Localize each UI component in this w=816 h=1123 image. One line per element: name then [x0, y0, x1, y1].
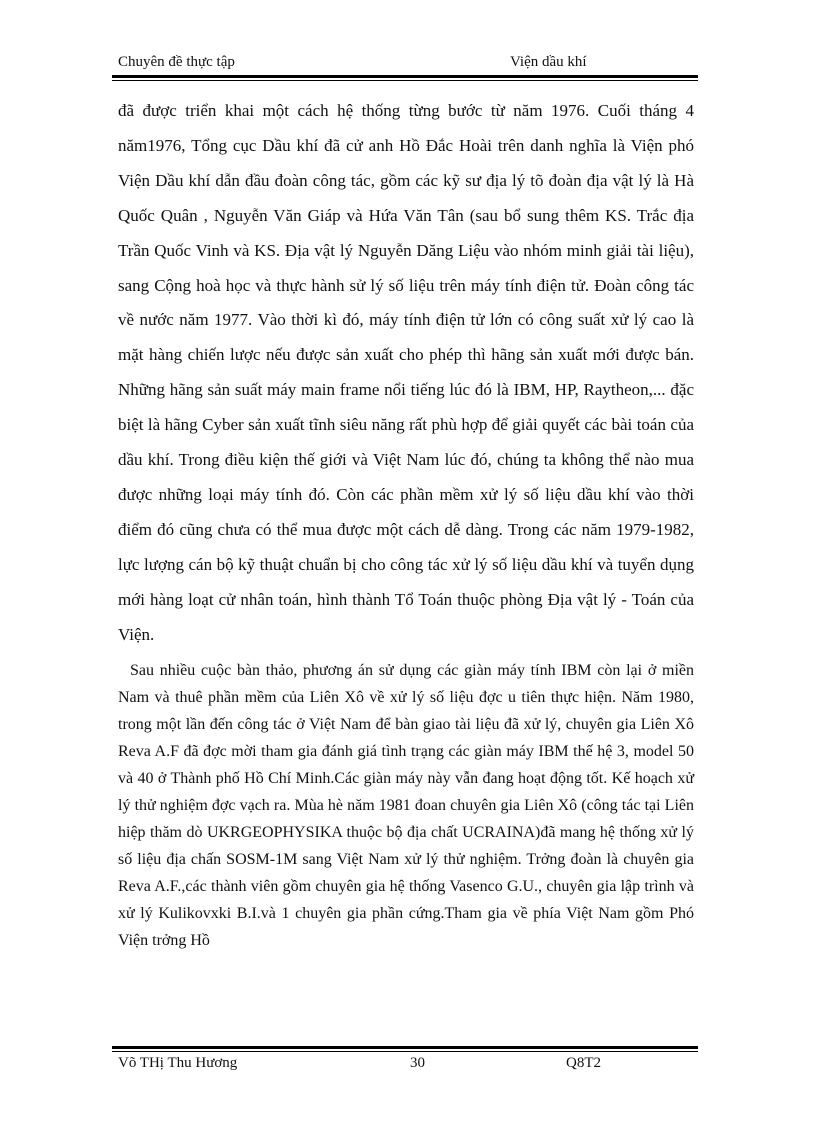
paragraph-2: Sau nhiều cuộc bàn thảo, phương án sử dụng các giàn máy tính IBM còn lại ở miền Nam và thuê phần mềm của Liên Xô về xử lý số liệu đợc u tiên thực hiện. Năm 1980, trong một lần đến công tác ở Việt Nam để bàn giao tài liệu đã xử lý, chuyên gia Liên Xô Reva A.F đã đợc mời tham gia đánh giá tình trạng các giàn máy IBM thế hệ 3, model 50 và 40 ở Thành phố Hồ Chí Minh.Các giàn máy này vẫn đang hoạt động tốt. Kế hoạch xử lý thử nghiệm đợc vạch ra. Mùa hè năm 1981 đoan chuyên gia Liên Xô (công tác tại Liên hiệp thăm dò UKRGEOPHYSIKA thuộc bộ địa chất UCRAINA)đã mang hệ thống xử lý số liệu địa chấn SOSM-1M sang Việt Nam xử lý thử nghiệm. Trởng đoàn là chuyên gia Reva A.F.,các thành viên gồm chuyên gia hệ thống Vasenco G.U., chuyên gia lập trình và xử lý Kulikovxki B.I.và 1 chuyên gia phần cứng.Tham gia về phía Việt Nam gồm Phó Viện trởng Hồ [118, 661, 694, 950]
header-rule-thin [112, 80, 698, 81]
footer-author: Võ THị Thu Hương [118, 1055, 238, 1071]
header-title: Chuyên đề thực tập [118, 54, 235, 70]
page-header [112, 54, 698, 74]
page-footer [112, 1055, 698, 1075]
footer-class-code: Q8T2 [566, 1055, 601, 1071]
header-institute: Viện dầu khí [510, 54, 587, 70]
paragraph-1: đã được triển khai một cách hệ thống từng bước từ năm 1976. Cuối tháng 4 năm1976, Tổng cục Dầu khí đã cử anh Hồ Đắc Hoài trên danh nghĩa là Viện phó Viện Dầu khí dẫn đầu đoàn công tác, gồm các kỹ sư địa lý tõ đoàn địa vật lý là Hà Quốc Quân , Nguyễn Văn Giáp và Hứa Văn Tân (sau bổ sung thêm KS. Trắc địa Trần Quốc Vinh và KS. Địa vật lý Nguyễn Dăng Liệu vào nhóm minh giải tài liệu), sang Cộng hoà học và thực hành sử lý số liệu trên máy tính điện tử. Đoàn công tác về nước năm 1977. Vào thời kì đó, máy tính điện tử lớn có công suất xử lý cao là mặt hàng chiến lược nếu được sản xuất cho phép thì hãng sản xuất mới được bán. Những hãng sản suất máy main frame nổi tiếng lúc đó là IBM, HP, Raytheon,... đặc biệt là hãng Cyber sản xuất tĩnh siêu năng rất phù hợp để giải quyết các bài toán của dầu khí. Trong điều kiện thế giới và Việt Nam lúc đó, chúng ta không thể nào mua được những loại máy tính đó. Còn các phần mềm xử lý số liệu dầu khí vào thời điểm đó cũng chưa có thể mua được một cách dễ dàng. Trong các năm 1979-1982, lực lượng cán bộ kỹ thuật chuẩn bị cho công tác xử lý số liệu dầu khí và tuyển dụng mới hàng loạt cử nhân toán, hình thành Tổ Toán thuộc phòng Địa vật lý - Toán của Viện. [118, 101, 694, 644]
page-number: 30 [410, 1055, 425, 1071]
header-rule [112, 75, 698, 78]
footer-rule [112, 1046, 698, 1049]
body-text [118, 94, 694, 955]
footer-rule-thin [112, 1051, 698, 1052]
